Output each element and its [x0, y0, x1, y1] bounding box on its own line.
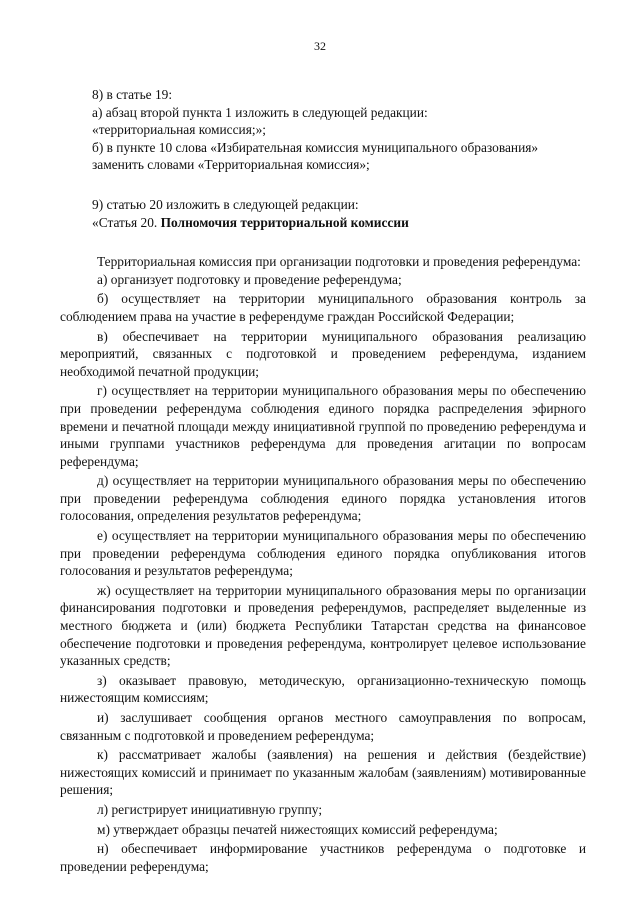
- list-item: д) осуществляет на территории муниципального образования меры по обеспечению при проведении референдума соблюдения единого порядка установления итогов голосования, определения результатов референдума;: [60, 473, 586, 524]
- section-8-line: б) в пункте 10 слова «Избирательная комиссия муниципального образования»: [92, 139, 539, 155]
- list-item: и) заслушивает сообщения органов местного самоуправления по вопросам, связанным с подготовкой и проведением референдума;: [60, 710, 586, 743]
- article-title: [92, 214, 586, 232]
- section-8-line: а) абзац второй пункта 1 изложить в следующей редакции:: [92, 104, 428, 120]
- list-item: ж) осуществляет на территории муниципального образования меры по организации финансирования подготовки и проведения референдумов, распределяет выделенные из местного бюджета и (или) бюджета Республики Татарстан средства на финансовое обеспечение подготовки и проведения референдума, контролирует целевое использование указанных средств;: [60, 582, 586, 669]
- section-9: [92, 196, 586, 231]
- article-title-prefix: «Статья 20.: [92, 214, 161, 230]
- powers-list: [60, 271, 586, 876]
- article-title-bold: Полномочия территориальной комиссии: [160, 214, 409, 230]
- list-item: м) утверждает образцы печатей нижестоящих комиссий референдума;: [97, 821, 498, 837]
- list-item: з) оказывает правовую, методическую, организационно-техническую помощь нижестоящим комиссиям;: [60, 672, 586, 706]
- section-8-line: заменить словами «Территориальная комиссия»;: [92, 157, 370, 173]
- list-item: к) рассматривает жалобы (заявления) на решения и действия (бездействие) нижестоящих комиссий и принимает по указанным жалобам (заявлениям) мотивированные решения;: [60, 747, 586, 798]
- list-item: г) осуществляет на территории муниципального образования меры по обеспечению при проведении референдума соблюдения единого порядка распределения эфирного времени и печатной площади между инициативной группой по проведению референдума и иными группами участников референдума для проведения агитации по вопросам референдума;: [60, 383, 586, 469]
- list-item: н) обеспечивает информирование участников референдума о подготовке и проведении референдума;: [60, 841, 586, 874]
- list-item: в) обеспечивает на территории муниципального образования реализацию мероприятий, связанных с подготовкой и проведением референдума, изданием необходимой печатной продукции;: [60, 328, 586, 379]
- lead-paragraph: Территориальная комиссия при организации подготовки и проведения референдума:: [97, 254, 581, 270]
- page-number: 32: [314, 39, 326, 53]
- list-item: л) регистрирует инициативную группу;: [97, 801, 323, 817]
- list-item: б) осуществляет на территории муниципального образования контроль за соблюдением права на участие в референдуме граждан Российской Федерации;: [60, 291, 586, 324]
- list-item: а) организует подготовку и проведение референдума;: [97, 271, 402, 287]
- list-item: е) осуществляет на территории муниципального образования меры по обеспечению при проведении референдума соблюдения единого порядка опубликования итогов голосования и результатов референдума;: [60, 528, 586, 579]
- document-body: [60, 86, 586, 877]
- section-8-line: «территориальная комиссия;»;: [92, 122, 266, 138]
- section-8: [92, 86, 586, 174]
- section-9-line: 9) статью 20 изложить в следующей редакции:: [92, 196, 359, 212]
- section-8-line: 8) в статье 19:: [92, 87, 173, 102]
